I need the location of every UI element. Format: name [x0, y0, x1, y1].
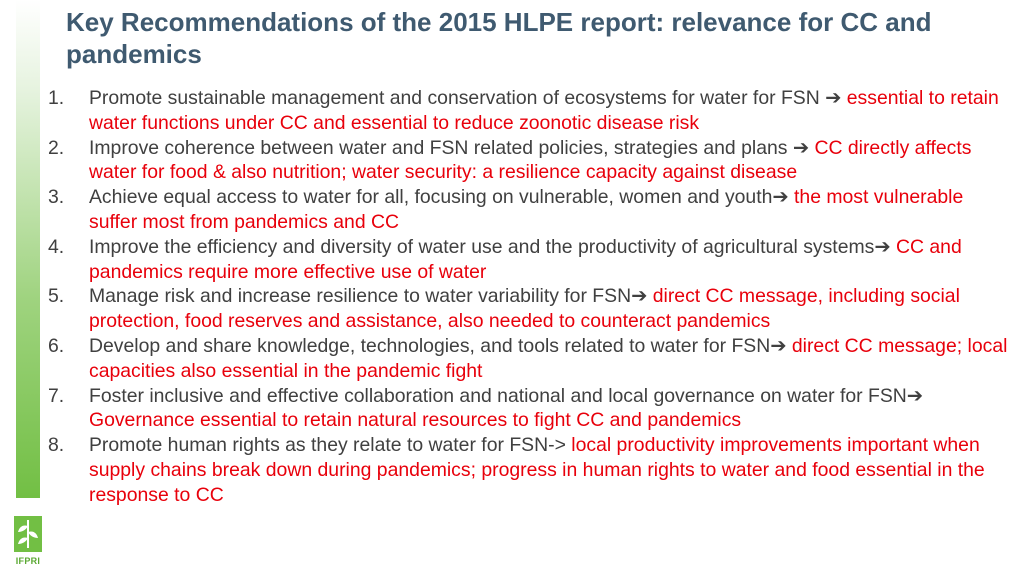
recommendation-text: Promote human rights as they relate to water for FSN [89, 434, 549, 457]
decorative-side-bar [16, 0, 40, 498]
item-number: 5. [48, 285, 65, 308]
recommendation-text: Foster inclusive and effective collaboration and national and local governance on water for FSN [89, 384, 907, 407]
recommendation-item-5 [48, 284, 1016, 334]
item-number: 1. [48, 87, 65, 109]
item-number: 3. [48, 186, 65, 209]
arrow-icon: ➔ [819, 87, 847, 109]
recommendation-item-7 [48, 384, 1016, 434]
relevance-note: Governance essential to retain natural resources to fight CC and pandemics [89, 409, 742, 432]
recommendation-item-8 [48, 433, 1016, 507]
recommendation-list [48, 86, 1016, 508]
arrow-icon: ➔ [631, 285, 653, 308]
relevance-note: essential to retain water functions under CC and essential to reduce zoonotic disease risk [89, 87, 999, 134]
recommendation-item-4 [48, 235, 1016, 285]
arrow-icon: -> [548, 434, 572, 457]
relevance-note: direct CC message; local capacities also essential in the pandemic fight [89, 334, 1008, 382]
arrow-icon: ➔ [874, 235, 896, 258]
recommendation-item-6 [48, 334, 1016, 384]
page-title: Key Recommendations of the 2015 HLPE report: relevance for CC and pandemics [66, 7, 932, 69]
recommendation-text: Improve the efficiency and diversity of water use and the productivity of agricultural systems [89, 235, 875, 258]
logo-text: IFPRI [15, 556, 41, 566]
arrow-icon: ➔ [770, 334, 792, 357]
relevance-note: local productivity improvements important when supply chains break down during pandemics; progress in human rights to water and food essential in the response to CC [89, 434, 985, 506]
arrow-icon: ➔ [906, 384, 924, 407]
item-number: 6. [48, 334, 65, 357]
relevance-note: CC directly affects water for food & also nutrition; water security: a resilience capacity against disease [89, 136, 972, 184]
recommendation-item-3 [48, 185, 1016, 235]
item-number: 8. [48, 434, 65, 457]
arrow-icon: ➔ [787, 136, 815, 159]
recommendation-text: Achieve equal access to water for all, focusing on vulnerable, women and youth [89, 186, 773, 209]
recommendation-item-2 [48, 136, 1016, 186]
relevance-note: direct CC message, including social protection, food reserves and assistance, also needed to counteract pandemics [89, 285, 960, 333]
recommendation-text: Develop and share knowledge, technologies, and tools related to water for FSN [89, 334, 771, 357]
arrow-icon: ➔ [772, 186, 795, 209]
relevance-note: CC and pandemics require more effective use of water [89, 235, 962, 283]
item-number: 7. [48, 384, 65, 407]
recommendation-text: Manage risk and increase resilience to water variability for FSN [89, 285, 632, 308]
recommendation-text: Promote sustainable management and conservation of ecosystems for water for FSN [89, 87, 820, 109]
relevance-note: the most vulnerable suffer most from pandemics and CC [89, 186, 964, 233]
recommendation-text: Improve coherence between water and FSN related policies, strategies and plans [89, 136, 788, 159]
leaf-icon [8, 512, 48, 556]
item-number: 2. [48, 136, 65, 159]
item-number: 4. [48, 235, 65, 258]
recommendation-item-1 [48, 86, 1016, 136]
ifpri-logo [8, 512, 48, 568]
